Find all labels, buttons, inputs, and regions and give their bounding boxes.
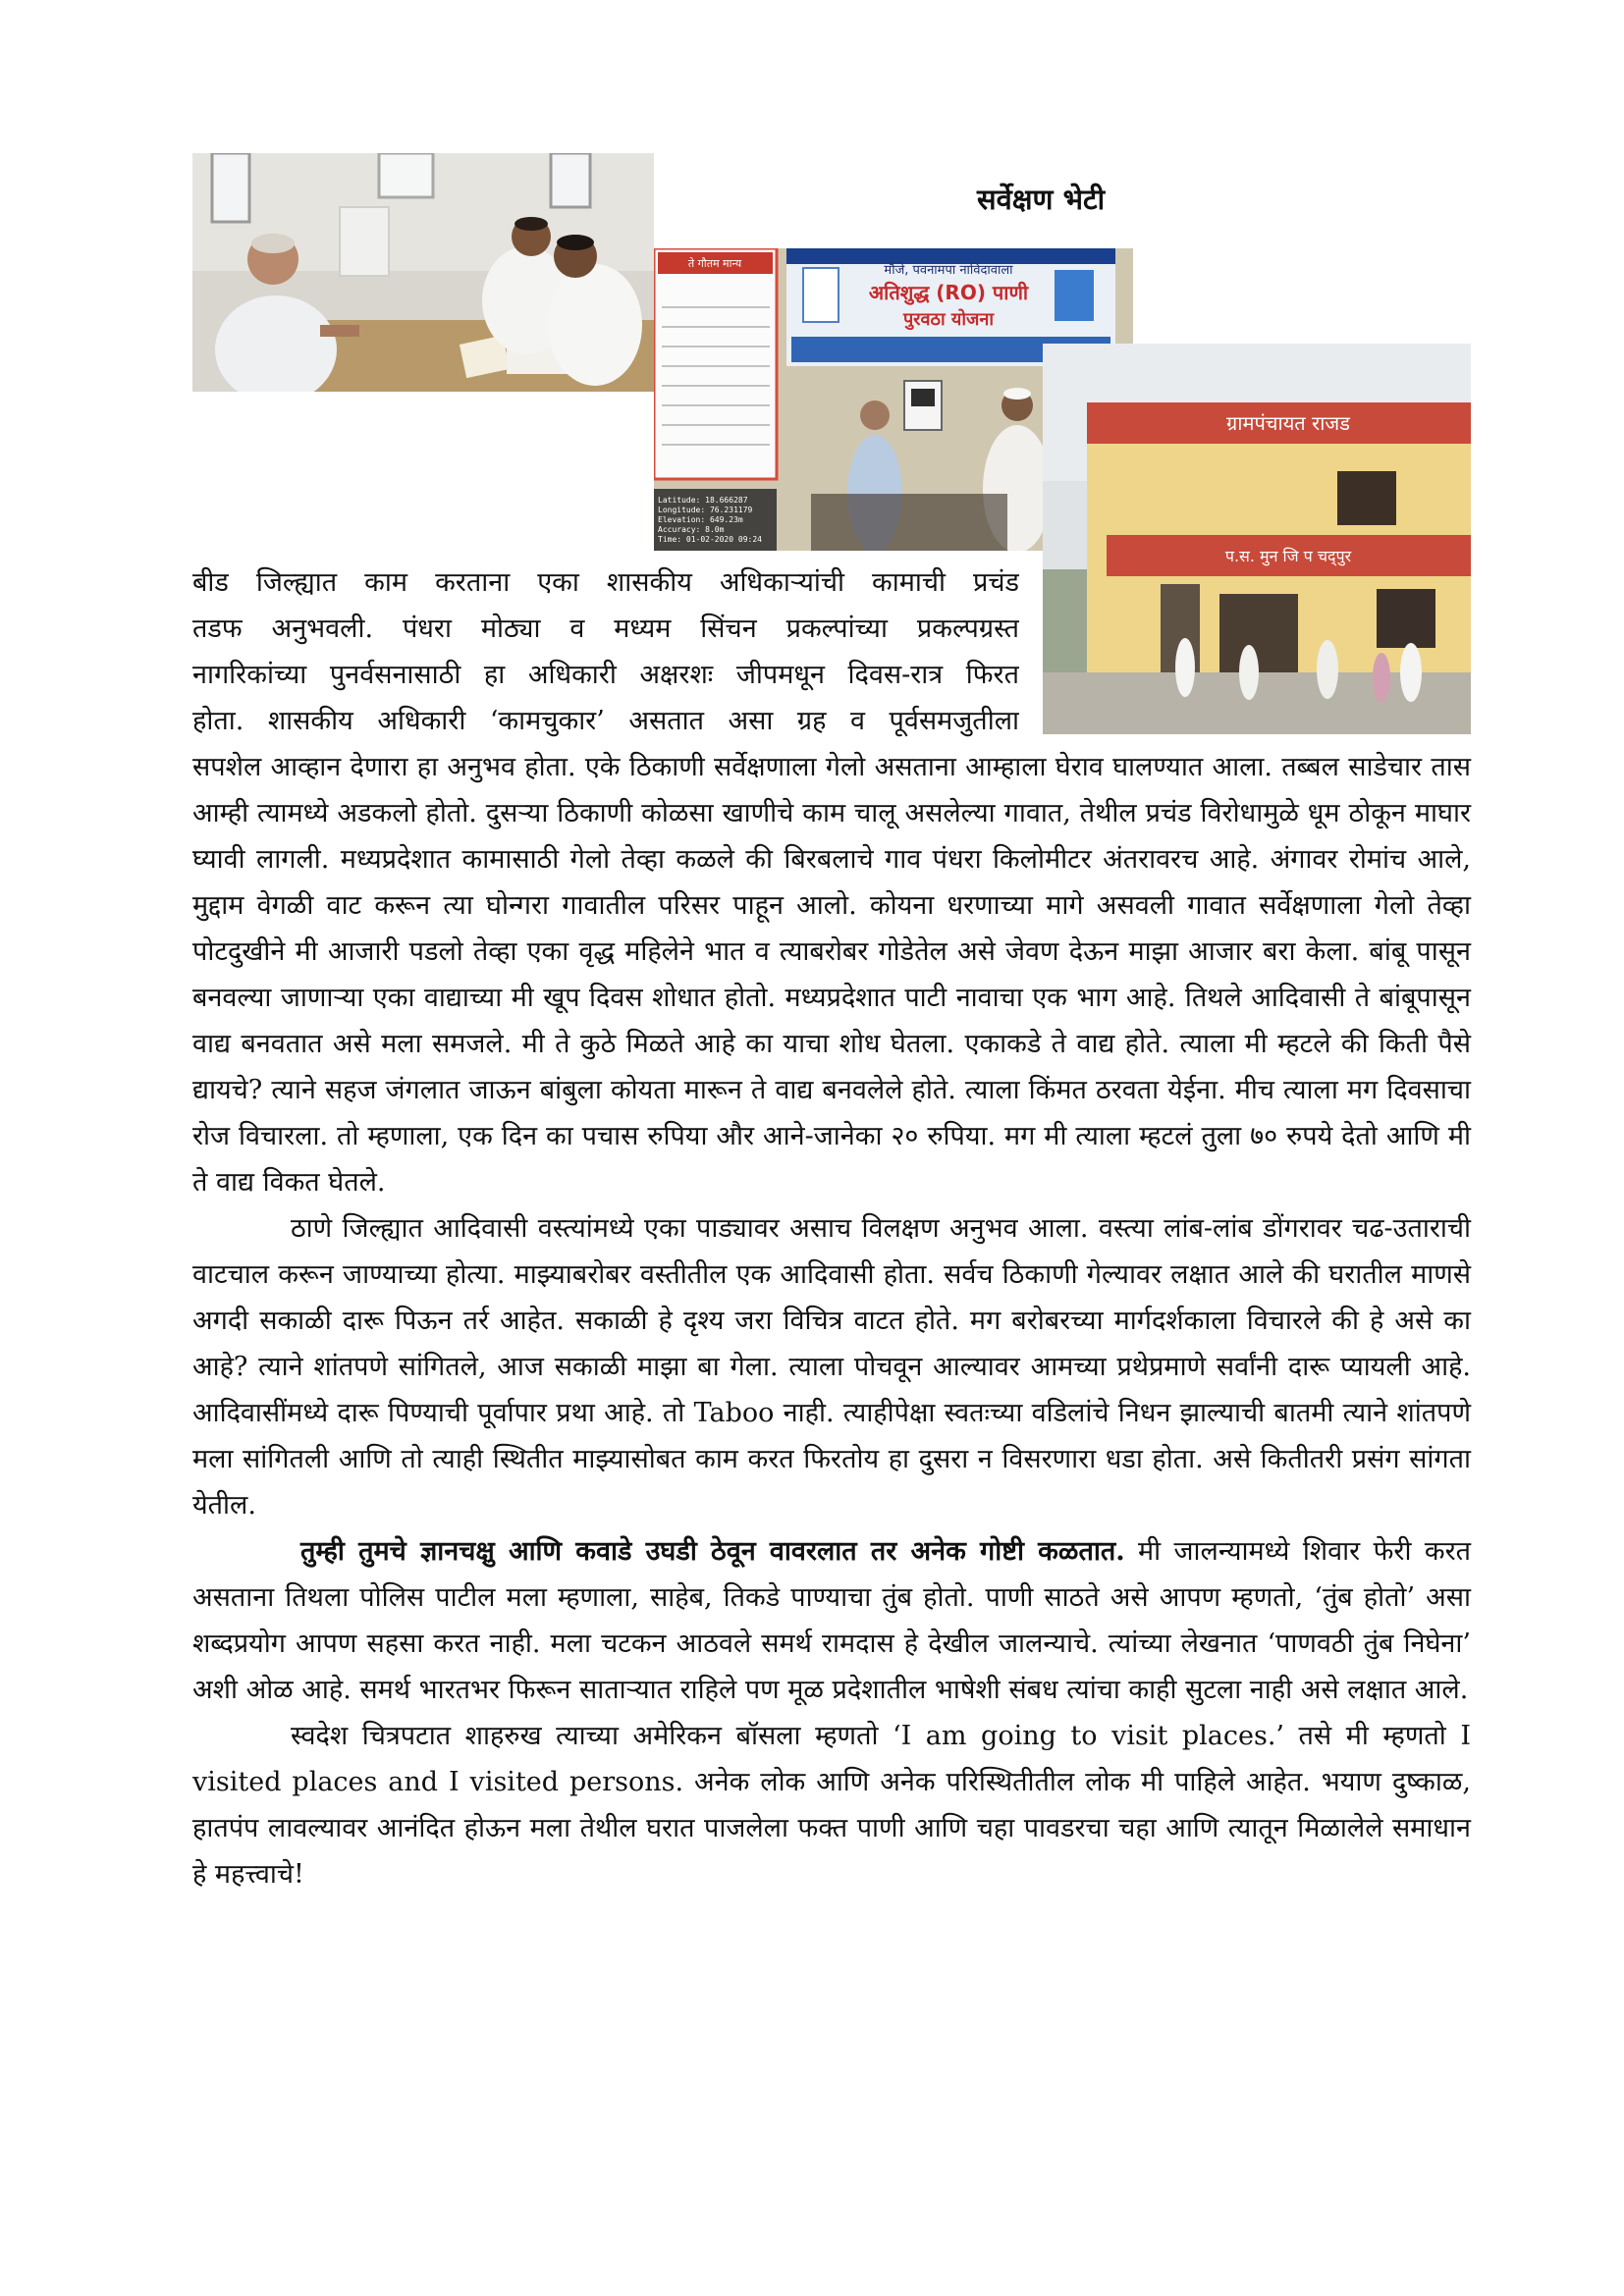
ro-board-left: ते गौतम मान्य [687, 257, 742, 270]
ro-title-line3: पुरवठा योजना [902, 309, 995, 330]
paragraph-3-emphasis: तुम्ही तुमचे ज्ञानचक्षु आणि कवाडे उघडी ठेवून वावरलात तर अनेक गोष्टी कळतात. [300, 1536, 1125, 1567]
page-heading: सर्वेक्षण भेटी [977, 183, 1106, 216]
wrap-line-2: तडफ अनुभवली. पंधरा मोठ्या व मध्यम सिंचन प्रकल्पांच्या प्रकल्पग्रस्त [192, 614, 1019, 644]
ro-title-line2: अतिशुद्ध (RO) पाणी [868, 281, 1029, 304]
article-body [192, 744, 1471, 1897]
wrap-line-1: बीड जिल्ह्यात काम करताना एका शासकीय अधिकाऱ्यांची कामाची प्रचंड [192, 567, 1019, 598]
paragraph-2: ठाणे जिल्ह्यात आदिवासी वस्त्यांमध्ये एका पाड्यावर असाच विलक्षण अनुभव आला. वस्त्या लांब-लांब डोंगरावर चढ-उताराची वाटचाल करून जाण्याच्या होत्या. माझ्याबरोबर वस्तीतील एक आदिवासी होता. सर्वच ठिकाणी गेल्यावर लक्षात आले की घरातील माणसे अगदी सकाळी दारू पिऊन तर्र आहेत. सकाळी हे दृश्य जरा विचित्र वाटत होते. मग बरोबरच्या मार्गदर्शकाला विचारले की हे असे का आहे? त्याने शांतपणे सांगितले, आज सकाळी माझा बा गेला. त्याला पोचवून आल्यावर आमच्या प्रथेप्रमाणे सर्वांनी दारू प्यायली आहे. आदिवासींमध्ये दारू पिण्याची पूर्वापार प्रथा आहे. तो Taboo नाही. त्याहीपेक्षा स्वतःच्या वडिलांचे निधन झाल्याची बातमी त्याने शांतपणे मला सांगितली आणि तो त्याही स्थितीत माझ्यासोबत काम करत फिरतोय हा दुसरा न विसरणारा धडा होता. असे कितीतरी प्रसंग सांगता येतील. [192, 1213, 1471, 1521]
paragraph-4: स्वदेश चित्रपटात शाहरुख त्याच्या अमेरिकन बॉसला म्हणतो ‘I am going to visit places.’ तसे मी म्हणतो I visited places and I visited persons. अनेक लोक आणि अनेक परिस्थितीतील लोक मी पाहिले आहेत. भयाण दुष्काळ, हातपंप लावल्यावर आनंदित होऊन मला तेथील घरात पाजलेला फक्त पाणी आणि चहा पावडरचा चहा आणि त्यातून मिळालेले समाधान हे महत्त्वाचे! [192, 1721, 1471, 1890]
wrap-line-4: होता. शासकीय अधिकारी ‘कामचुकार’ असतात असा ग्रह व पूर्वसमजुतीला [192, 706, 1019, 736]
photo-gram-panchayat [1043, 344, 1471, 734]
gps-overlay-line: Longitude: 76.231179 [658, 506, 753, 514]
paragraph-3 [192, 1528, 1471, 1713]
gps-overlay-line: Time: 01-02-2020 09:24 [658, 535, 762, 544]
paragraph-1-continued: सपशेल आव्हान देणारा हा अनुभव होता. एके ठिकाणी सर्वेक्षणाला गेलो असताना आम्हाला घेराव घालण्यात आला. तब्बल साडेचार तास आम्ही त्यामध्ये अडकलो होतो. दुसऱ्या ठिकाणी कोळसा खाणीचे काम चालू असलेल्या गावात, तेथील प्रचंड विरोधामुळे धूम ठोकून माघार घ्यावी लागली. मध्यप्रदेशात कामासाठी गेलो तेव्हा कळले की बिरबलाचे गाव पंधरा किलोमीटर अंतरावरच आहे. अंगावर रोमांच आले, मुद्दाम वेगळी वाट करून त्या घोन्गरा गावातील परिसर पाहून आलो. कोयना धरणाच्या मागे असवली गावात सर्वेक्षणाला गेलो तेव्हा पोटदुखीने मी आजारी पडलो तेव्हा एका वृद्ध महिलेने भात व त्याबरोबर गोडेतेल असे जेवण देऊन माझा आजार बरा केला. बांबू पासून बनवल्या जाणाऱ्या एका वाद्याच्या मी खूप दिवस शोधात होतो. मध्यप्रदेशात पाटी नावाचा एक भाग आहे. तिथले आदिवासी ते बांबूपासून वाद्य बनवतात असे मला समजले. मी ते कुठे मिळते आहे का याचा शोध घेतला. एकाकडे ते वाद्य होते. त्याला मी म्हटले की किती पैसे द्यायचे? त्याने सहज जंगलात जाऊन बांबुला कोयता मारून ते वाद्य बनवलेले होते. त्याला किंमत ठरवता येईना. मीच त्याला मग दिवसाचा रोज विचारला. तो म्हणाला, एक दिन का पचास रुपिया और आने-जानेका २० रुपिया. मग मी त्याला म्हटलं तुला ७० रुपये देतो आणि मी ते वाद्य विकत घेतले. [192, 752, 1471, 1198]
ro-title-line1: मौजे, पवनामपा नाविदावाला [884, 263, 1013, 278]
gps-overlay-line: Accuracy: 8.0m [658, 525, 725, 534]
photo-meeting [192, 153, 654, 392]
gps-overlay-line: Latitude: 18.666287 [658, 496, 748, 505]
panchayat-sign-top: ग्रामपंचायत राजड [1226, 411, 1350, 435]
paragraph-3-text: मी जालन्यामध्ये शिवार फेरी करत असताना तिथला पोलिस पाटील मला म्हणाला, साहेब, तिकडे पाण्याचा तुंब होतो. पाणी साठते असे आपण म्हणतो, ‘तुंब होतो’ असा शब्दप्रयोग आपण सहसा करत नाही. मला चटकन आठवले समर्थ रामदास हे देखील जालन्याचे. त्यांच्या लेखनात ‘पाणवठी तुंब निघेना’ अशी ओळ आहे. समर्थ भारतभर फिरून साताऱ्यात राहिले पण मूळ प्रदेशातील भाषेशी संबध त्यांचा काही सुटला नाही असे लक्षात आले. [192, 1536, 1472, 1705]
intro-wrapped-lines [192, 560, 1019, 744]
wrap-line-3: नागरिकांच्या पुनर्वसनासाठी हा अधिकारी अक्षरशः जीपमधून दिवस-रात्र फिरत [192, 660, 1019, 690]
panchayat-sign-lower: प.स. मुन जि प चद्पुर [1224, 547, 1352, 565]
gps-overlay-line: Elevation: 649.23m [658, 515, 743, 524]
